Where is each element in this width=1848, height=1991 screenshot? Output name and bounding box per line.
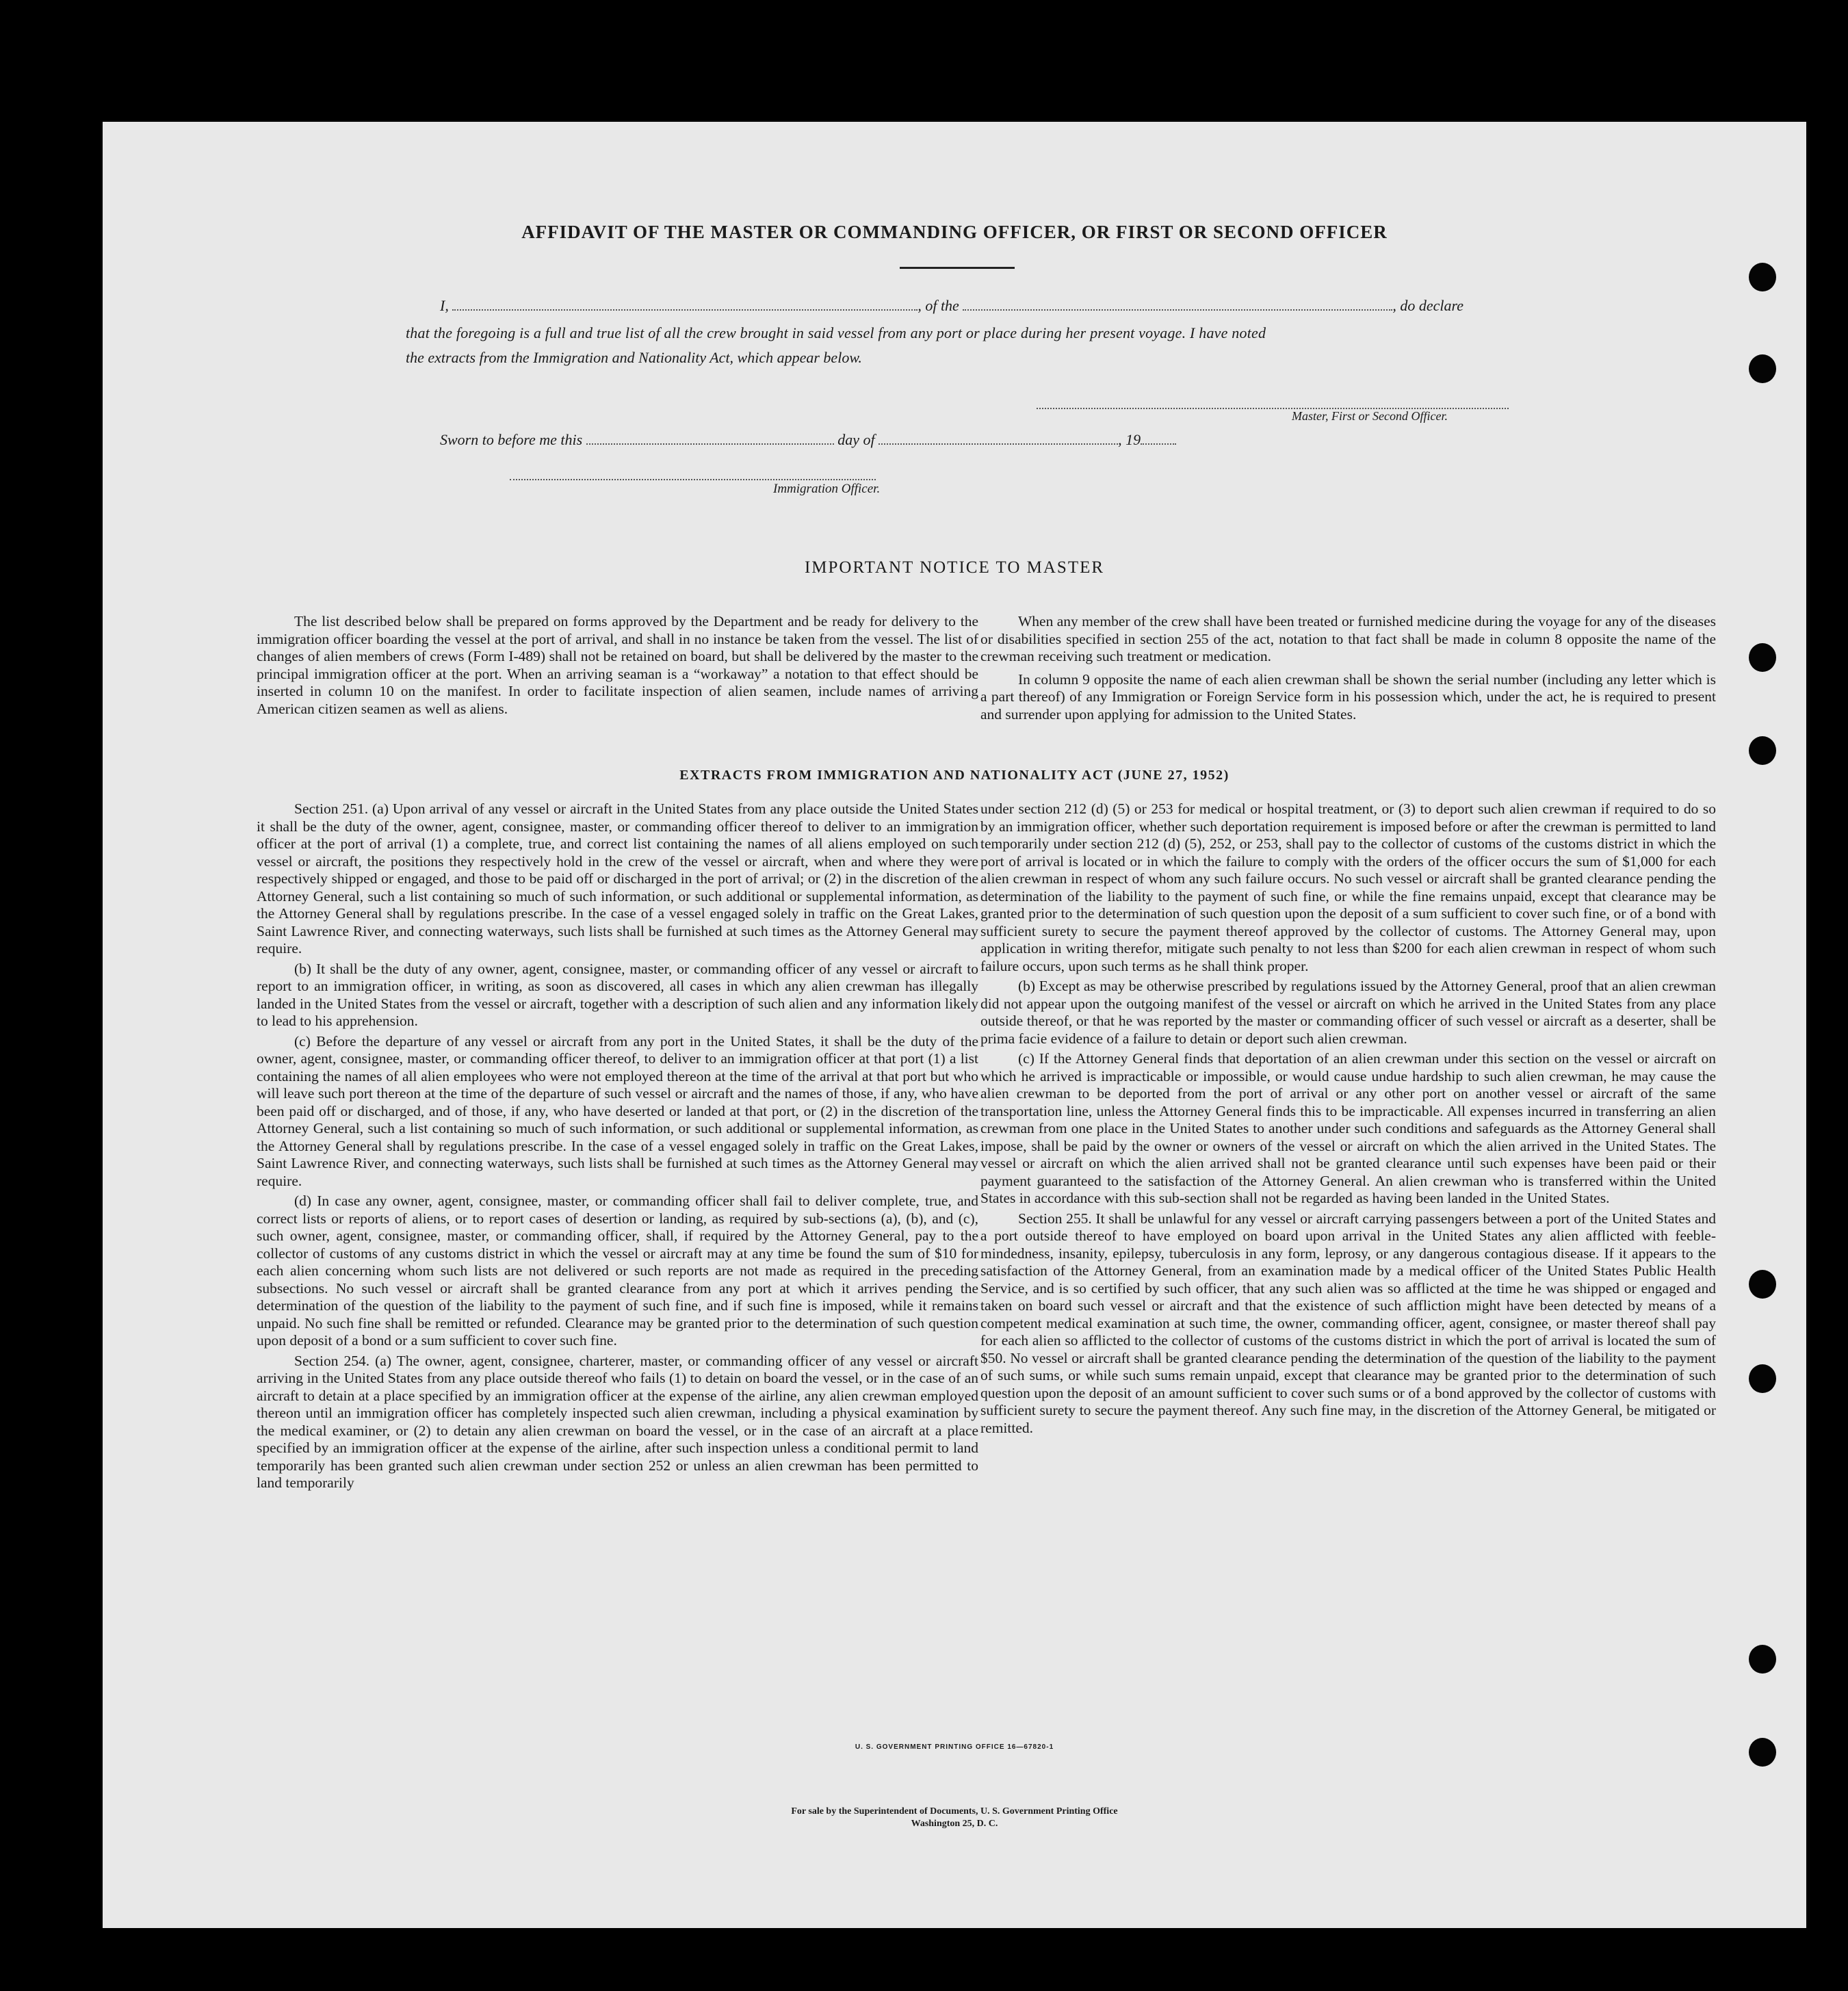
punch-hole: [1749, 643, 1776, 672]
of-the-label: , of the: [918, 297, 959, 314]
notice-right-paragraph-1: When any member of the crew shall have been treated or furnished medicine during the voyage for any of the diseases or disabilities specified in section 255 of the act, notation to that fact shall be made in column 8 opposite the name of the crewman receiving such treatment or medication.: [980, 613, 1716, 664]
extracts-right-column: [980, 801, 1716, 1437]
printing-office-code: U. S. GOVERNMENT PRINTING OFFICE 16—67820-1: [855, 1743, 1054, 1751]
day-of-label: day of: [837, 431, 875, 448]
name-field[interactable]: [452, 305, 918, 311]
section-254a: Section 254. (a) The owner, agent, consignee, charterer, master, or commanding officer of any vessel or aircraft arriving in the United States from any place outside thereof who fails (1) to detain on board the vessel, or in the case of an aircraft to detain at a place specified by an immigration officer at the expense of the airline, any alien crewman employed thereon until an immigration officer has completely inspected such alien crewman, including a physical examination by the medical examiner, or (2) to detain any alien crewman on board the vessel, or in the case of an aircraft at a place specified by an immigration officer at the expense of the airline, after such inspection unless a conditional permit to land temporarily has been granted such alien crewman under section 252 or unless an alien crewman has been permitted to land temporarily: [257, 1352, 978, 1491]
punch-hole: [1749, 736, 1776, 765]
section-251c: (c) Before the departure of any vessel or aircraft from any port in the United States, it shall be the duty of the owner, agent, consignee, master, or commanding officer thereof, to deliver to an immigration officer at that port (1) a list containing the names of all alien employees who were not employed thereon at the time of the arrival at that port but who will leave such port thereon at the time of the departure of such vessel or aircraft and the names of those, if any, who have been paid off or discharged, and of those, if any, who have deserted or landed at that port, or (2) in the discretion of the Attorney General, such a list containing so much of such information, or such additional or supplemental information, as the Attorney General shall by regulations prescribe. In the case of a vessel engaged solely in traffic on the Great Lakes, Saint Lawrence River, and connecting waterways, such lists shall be furnished at such times as the Attorney General may require.: [257, 1032, 978, 1189]
sale-line-1: For sale by the Superintendent of Documents, U. S. Government Printing Office: [791, 1806, 1118, 1817]
officer-signature-line[interactable]: [510, 478, 876, 480]
punch-hole: [1749, 263, 1776, 291]
notice-title: IMPORTANT NOTICE TO MASTER: [804, 558, 1105, 577]
sworn-day-field[interactable]: [586, 439, 834, 445]
master-signature-label: Master, First or Second Officer.: [1292, 409, 1448, 423]
sworn-year-field[interactable]: [1141, 439, 1176, 445]
section-255: Section 255. It shall be unlawful for any vessel or aircraft carrying passengers between a port of the United States and a port outside thereof to have employed on board upon arrival in the United States any alien afflicted with feeble-mindedness, insanity, epilepsy, tuberculosis in any form, leprosy, or any dangerous contagious disease. If it appears to the satisfaction of the Attorney General, from an examination made by a medical officer of the United States Public Health Service, and is so certified by such officer, that any such alien was so afflicted at the time he was shipped or engaged and taken on board such vessel or aircraft and that the existence of such affliction might have been detected by means of a competent medical examination at such time, the owner, commanding officer, agent, consignee, or master thereof shall pay for each alien so afflicted to the collector of customs of the customs district in which the port of arrival is located the sum of $50. No vessel or aircraft shall be granted clearance pending the determination of the question of the liability to the payment of such sums, or while such sums remain unpaid, except that clearance may be granted prior to the determination of such question upon the deposit of an amount sufficient to cover such sums or of a bond approved by the collector of customs with sufficient surety to secure the payment thereof. Any such fine may, in the discretion of the Attorney General, be mitigated or remitted.: [980, 1210, 1716, 1436]
declaration-line-2: that the foregoing is a full and true list of all the crew brought in said vessel from any port or place during her present voyage. I have noted: [406, 324, 1266, 341]
notice-right-paragraph-2: In column 9 opposite the name of each alien crewman shall be shown the serial number (including any letter which is a part thereof) of any Immigration or Foreign Service form in his possession which, under the act, he is required to present and surrender upon applying for admission to the United States.: [980, 671, 1716, 723]
notice-left-column: [257, 613, 978, 718]
extracts-left-column: [257, 801, 978, 1492]
declaration-line-3: the extracts from the Immigration and Nationality Act, which appear below.: [406, 349, 862, 366]
sworn-line: [440, 431, 1176, 449]
punch-hole: [1749, 1364, 1776, 1393]
section-254a-continued: under section 212 (d) (5) or 253 for medical or hospital treatment, or (3) to deport such alien crewman if required to do so by an immigration officer, whether such deportation requirement is imposed before or after the crewman is permitted to land temporarily under section 212 (d) (5), 252, or 253, shall pay to the collector of customs of the customs district in which the port of arrival is located or in which the failure to comply with the orders of the officer occurs the sum of $1,000 for each alien crewman in respect of whom any such failure occurs. No such vessel or aircraft shall be granted clearance pending the determination of the liability to the payment of such fine, or while the fine remains unpaid, except that clearance may be granted prior to the determination of such question upon the deposit of a sum sufficient to cover such fine, or of a bond with sufficient surety to secure the payment thereof approved by the collector of customs. The Attorney General may, upon application in writing therefor, mitigate such penalty to not less than $200 for each alien crewman in respect of whom such failure occurs, upon such terms as he shall think proper.: [980, 801, 1716, 974]
notice-left-paragraph: The list described below shall be prepared on forms approved by the Department and be ready for delivery to the immigration officer boarding the vessel at the port of arrival, and shall in no instance be taken from the vessel. The list of changes of alien members of crews (Form I-489) shall not be retained on board, but shall be delivered by the master to the principal immigration officer at the port. When an arriving seaman is a “workaway” a notation to that effect should be inserted in column 10 on the manifest. In order to facilitate inspection of alien seamen, include names of arriving American citizen seamen as well as aliens.: [257, 613, 978, 717]
section-254c: (c) If the Attorney General finds that deportation of an alien crewman under this section on the vessel or aircraft on which he arrived is impracticable or impossible, or would cause undue hardship to such alien crewman, he may cause the alien crewman to be deported from the port of arrival or any other port on another vessel or aircraft of the same transportation line, unless the Attorney General finds this to be impracticable. All expenses incurred in transferring an alien crewman from one place in the United States to another under such conditions and safeguards as the Attorney General shall impose, shall be paid by the owner or owners of the vessel or aircraft on which the alien arrived in the United States. The vessel or aircraft on which the alien arrived shall not be granted clearance until such expenses have been paid or their payment guaranteed to the satisfaction of the Attorney General. An alien crewman who is transferred within the United States in accordance with this sub-section shall not be regarded as having been landed in the United States.: [980, 1050, 1716, 1206]
title-rule: [900, 267, 1015, 269]
punch-hole: [1749, 354, 1776, 383]
punch-hole: [1749, 1270, 1776, 1299]
do-declare-label: , do declare: [1392, 297, 1463, 314]
vessel-field[interactable]: [963, 305, 1392, 311]
i-label: I,: [440, 297, 449, 314]
declaration-line-1: [440, 297, 1617, 315]
sworn-label: Sworn to before me this: [440, 431, 583, 448]
form-page: [103, 122, 1806, 1928]
sworn-month-field[interactable]: [879, 439, 1118, 445]
punch-hole: [1749, 1645, 1776, 1674]
section-251d: (d) In case any owner, agent, consignee, master, or commanding officer shall fail to deliver complete, true, and correct lists or reports of aliens, or to report cases of desertion or landing, as required by sub-sections (a), (b), and (c), such owner, agent, consignee, master, or commanding officer, shall, if required by the Attorney General, pay to the collector of customs of any customs district in which the vessel or aircraft may at any time be found the sum of $10 for each alien concerning whom such lists are not delivered or such reports are not made as required in the preceding subsections. No such vessel or aircraft shall be granted clearance from any port at which it arrives pending the determination of the question of the liability to the payment of such fine, and if such fine is imposed, while it remains unpaid. No such fine shall be remitted or refunded. Clearance may be granted prior to the determination of such question upon deposit of a bond or a sum sufficient to cover such fine.: [257, 1193, 978, 1349]
section-251a: Section 251. (a) Upon arrival of any vessel or aircraft in the United States from any place outside the United States it shall be the duty of the owner, agent, consignee, master, or commanding officer thereof to deliver to an immigration officer at the port of arrival (1) a complete, true, and correct list containing the names of all aliens employed on such vessel or aircraft, the positions they respectively hold in the crew of the vessel or aircraft, when and where they were respectively shipped or engaged, and those to be paid off or discharged in the port of arrival; or (2) in the discretion of the Attorney General, such a list containing so much of such information, or such additional or supplemental information, as the Attorney General shall by regulations prescribe. In the case of a vessel engaged solely in traffic on the Great Lakes, Saint Lawrence River, and connecting waterways, such lists shall be furnished at such times as the Attorney General may require.: [257, 801, 978, 957]
punch-hole: [1749, 1738, 1776, 1767]
section-251b: (b) It shall be the duty of any owner, agent, consignee, master, or commanding officer of any vessel or aircraft to report to an immigration officer, in writing, as soon as discovered, all cases in which any alien crewman has illegally landed in the United States from the vessel or aircraft, together with a description of such alien and any information likely to lead to his apprehension.: [257, 960, 978, 1029]
extracts-title: EXTRACTS FROM IMMIGRATION AND NATIONALITY ACT (JUNE 27, 1952): [679, 768, 1229, 783]
affidavit-title: AFFIDAVIT OF THE MASTER OR COMMANDING OFFICER, OR FIRST OR SECOND OFFICER: [521, 222, 1388, 242]
section-254b: (b) Except as may be otherwise prescribed by regulations issued by the Attorney General, proof that an alien crewman did not appear upon the outgoing manifest of the vessel or aircraft on which he arrived in the United States from any place outside thereof, or that he was reported by the master or commanding officer of such vessel or aircraft as a deserter, shall be prima facie evidence of a failure to detain or deport such alien crewman.: [980, 978, 1716, 1047]
officer-signature-label: Immigration Officer.: [773, 482, 881, 496]
notice-right-column: [980, 613, 1716, 723]
year-label: , 19: [1118, 431, 1141, 448]
sale-line-2: Washington 25, D. C.: [911, 1819, 998, 1829]
